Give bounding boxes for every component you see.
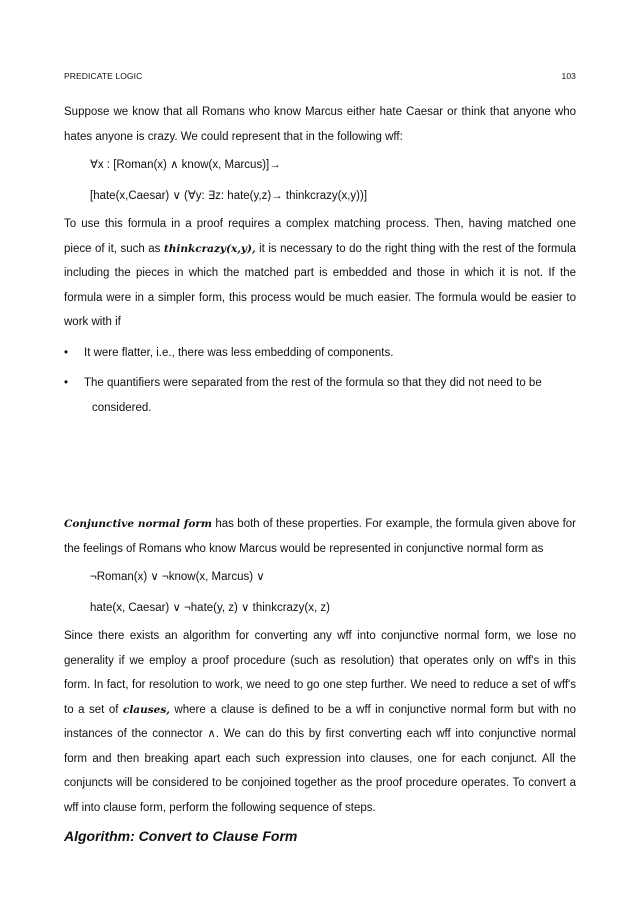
bullet-item — [64, 371, 576, 420]
bullet-text: It were flatter, i.e., there was less embedding of components. — [84, 346, 394, 359]
bullet-marker: • — [64, 377, 69, 389]
paragraph-matching-text-a: To use this formula in a proof requires a complex matching process. Then, having matched one piece of it, such as — [64, 218, 576, 255]
section-heading: Algorithm: Convert to Clause Form — [64, 828, 298, 844]
formula-line-4: hate(x, Caesar) ∨ ¬hate(y, z) ∨ thinkcrazy(x, z) — [90, 601, 330, 614]
page-number: 103 — [561, 71, 576, 81]
paragraph-matching-text-b: it is necessary to do the right thing with the rest of the formula including the pieces in which the matched part is embedded and those in which it is not. If the formula were in a simpler form, this process would be much easier. The formula would be easier to work with if — [64, 242, 576, 328]
paragraph-clauses-text-a: Since there exists an algorithm for converting any wff into conjunctive normal form, we lose no generality if we employ a proof procedure (such as resolution) that operates only on wff's in this form. In fact, for resolution to work, we need to go one step further. We need to reduce a set of wff's to a set of — [64, 630, 576, 716]
paragraph-intro: Suppose we know that all Romans who know Marcus either hate Caesar or think that anyone who hates anyone is crazy. We could represent that in the following wff: — [64, 106, 576, 143]
paragraph-clauses — [64, 624, 576, 820]
header-title: PREDICATE LOGIC — [64, 71, 143, 81]
paragraph-clauses-text-b: where a clause is defined to be a wff in conjunctive normal form but with no instances of the connector ∧. We can do this by first converting each wff into conjunctive normal form and then breaking apart each such expression into clauses, one for each conjunct. All the conjuncts will be considered to be conjoined together as the proof procedure operates. To convert a wff into clause form, perform the following sequence of steps. — [64, 703, 577, 814]
formula-line-1: ∀x : [Roman(x) ∧ know(x, Marcus)]→ — [90, 159, 281, 171]
body-text — [64, 100, 576, 849]
script-term-clauses: clauses, — [122, 703, 170, 716]
bullet-marker: • — [64, 346, 69, 359]
bullet-item — [64, 341, 576, 366]
bullet-text: The quantifiers were separated from the rest of the formula so that they did not need to be — [84, 377, 542, 389]
running-header — [64, 71, 576, 81]
bullet-text-continued: considered. — [92, 401, 152, 414]
paragraph-cnf-text: has both of these properties. For example, the formula given above for the feelings of Romans who know Marcus would be represented in conjunctive normal form as — [64, 518, 577, 555]
formula-line-3: ¬Roman(x) ∨ ¬know(x, Marcus) ∨ — [90, 571, 265, 583]
script-term-thinkcrazy: thinkcrazy(x,y), — [163, 242, 256, 255]
paragraph-cnf — [64, 512, 576, 561]
formula-line-2: [hate(x,Caesar) ∨ (∀y: ∃z: hate(y,z)→ thinkcrazy(x,y))] — [90, 189, 368, 202]
script-term-cnf: Conjunctive normal form — [64, 518, 212, 530]
paragraph-matching — [64, 212, 576, 335]
